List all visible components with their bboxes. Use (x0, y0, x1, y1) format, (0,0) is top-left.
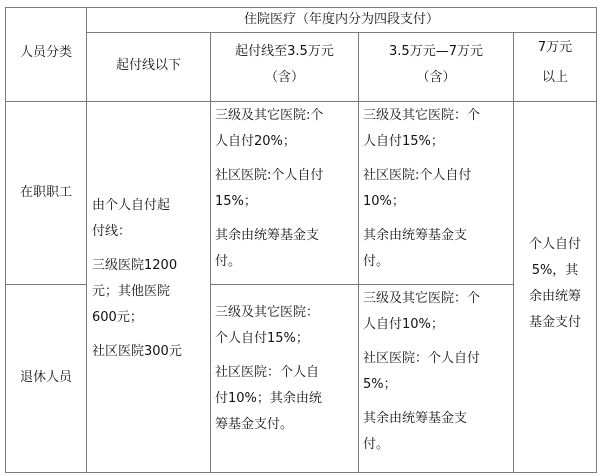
col-divider-2 (210, 32, 211, 473)
above-70k-line2: 5%，其 (531, 263, 579, 278)
employed-t35-line5: 其余由统筹基金支 (215, 228, 320, 243)
spacer (215, 155, 358, 163)
medical-payment-table (5, 7, 597, 473)
employed-t35-line6: 付。 (215, 254, 242, 269)
retired-t35-line4: 付10%；其余由统 (215, 391, 322, 406)
header-category (6, 40, 86, 66)
above-70k-line1: 个人自付 (528, 237, 581, 252)
header-above-70k-line2: 以上 (541, 70, 568, 85)
employed-70-line5: 其余由统筹基金支 (363, 228, 468, 243)
header-above-70k-line1: 7万元 (537, 40, 573, 55)
group-header (87, 7, 596, 32)
above-70k-line4: 基金支付 (528, 315, 581, 330)
retired-t35-line2: 个人自付15%； (215, 331, 309, 346)
retired-70-line3: 社区医院：个人自付 (363, 351, 481, 366)
row-label-retired-text: 退休人员 (19, 370, 72, 385)
employed-35k-to-70k-cell (363, 103, 513, 275)
header-35k-to-70k-line1: 3.5万元—7万元 (389, 44, 483, 59)
employed-70-line6: 付。 (363, 254, 390, 269)
header-bottom-border (5, 101, 597, 102)
header-above-70k (514, 33, 596, 93)
header-below-threshold-label: 起付线以下 (115, 58, 181, 73)
retired-70-line4: 5%； (363, 377, 397, 392)
employed-t35-line3: 社区医院:个人自付 (215, 168, 324, 183)
header-threshold-to-35k-line2: （含） (264, 70, 304, 85)
retired-70-line5: 其余由统筹基金支 (363, 411, 468, 426)
employed-70-line4: 10%； (363, 194, 405, 209)
table-border-right (596, 7, 597, 473)
header-below-threshold (87, 53, 210, 79)
below-threshold-line5: 600元； (92, 310, 143, 325)
employed-t35-line4: 15%； (215, 194, 257, 209)
above-70k-line3: 余由统筹 (528, 289, 581, 304)
employed-70-line2: 人自付15%； (363, 134, 444, 149)
row-label-employed (6, 180, 86, 206)
header-35k-to-70k-line2: （含） (416, 70, 456, 85)
row-label-retired (6, 365, 86, 391)
below-threshold-line1: 由个人自付起 (92, 198, 171, 213)
row-label-employed-text: 在职职工 (19, 185, 72, 200)
header-threshold-to-35k (211, 39, 358, 91)
employed-t35-line1: 三级及其它医院:个 (215, 108, 324, 123)
below-threshold-line3: 三级医院1200 (92, 258, 178, 273)
employed-threshold-to-35k-cell (215, 103, 358, 275)
below-threshold-line4: 元；其他医院 (92, 284, 171, 299)
below-threshold-line6: 社区医院300元 (92, 344, 182, 359)
spacer (215, 215, 358, 223)
retired-threshold-to-35k-cell (215, 300, 358, 438)
spacer (363, 215, 513, 223)
row-divider-category (5, 284, 86, 285)
spacer (215, 352, 358, 360)
retired-70-line1: 三级及其它医院：个 (363, 291, 481, 306)
header-category-label: 人员分类 (19, 45, 72, 60)
spacer (92, 245, 210, 253)
retired-t35-line1: 三级及其它医院： (215, 305, 320, 320)
employed-70-line1: 三级及其它医院：个 (363, 108, 481, 123)
header-35k-to-70k (359, 39, 513, 91)
below-threshold-cell (92, 193, 210, 365)
employed-70-line3: 社区医院:个人自付 (363, 168, 472, 183)
group-header-label: 住院医疗（年度内分为四段支付） (243, 12, 439, 27)
spacer (363, 398, 513, 406)
spacer (92, 331, 210, 339)
above-70k-cell (514, 232, 596, 336)
retired-35k-to-70k-cell (363, 286, 513, 458)
header-threshold-to-35k-line1: 起付线至3.5万元 (235, 44, 334, 59)
spacer (363, 155, 513, 163)
spacer (363, 338, 513, 346)
employed-t35-line2: 人自付20%； (215, 134, 296, 149)
retired-70-line2: 人自付10%； (363, 317, 444, 332)
retired-t35-line3: 社区医院：个人自 (215, 365, 320, 380)
table-border-bottom (5, 472, 597, 473)
retired-t35-line5: 筹基金支付。 (215, 417, 294, 432)
below-threshold-line2: 付线： (92, 224, 132, 239)
col-divider-3 (358, 32, 359, 473)
table-border-left (5, 7, 6, 473)
retired-70-line6: 付。 (363, 437, 390, 452)
row-divider-payments (210, 284, 513, 285)
